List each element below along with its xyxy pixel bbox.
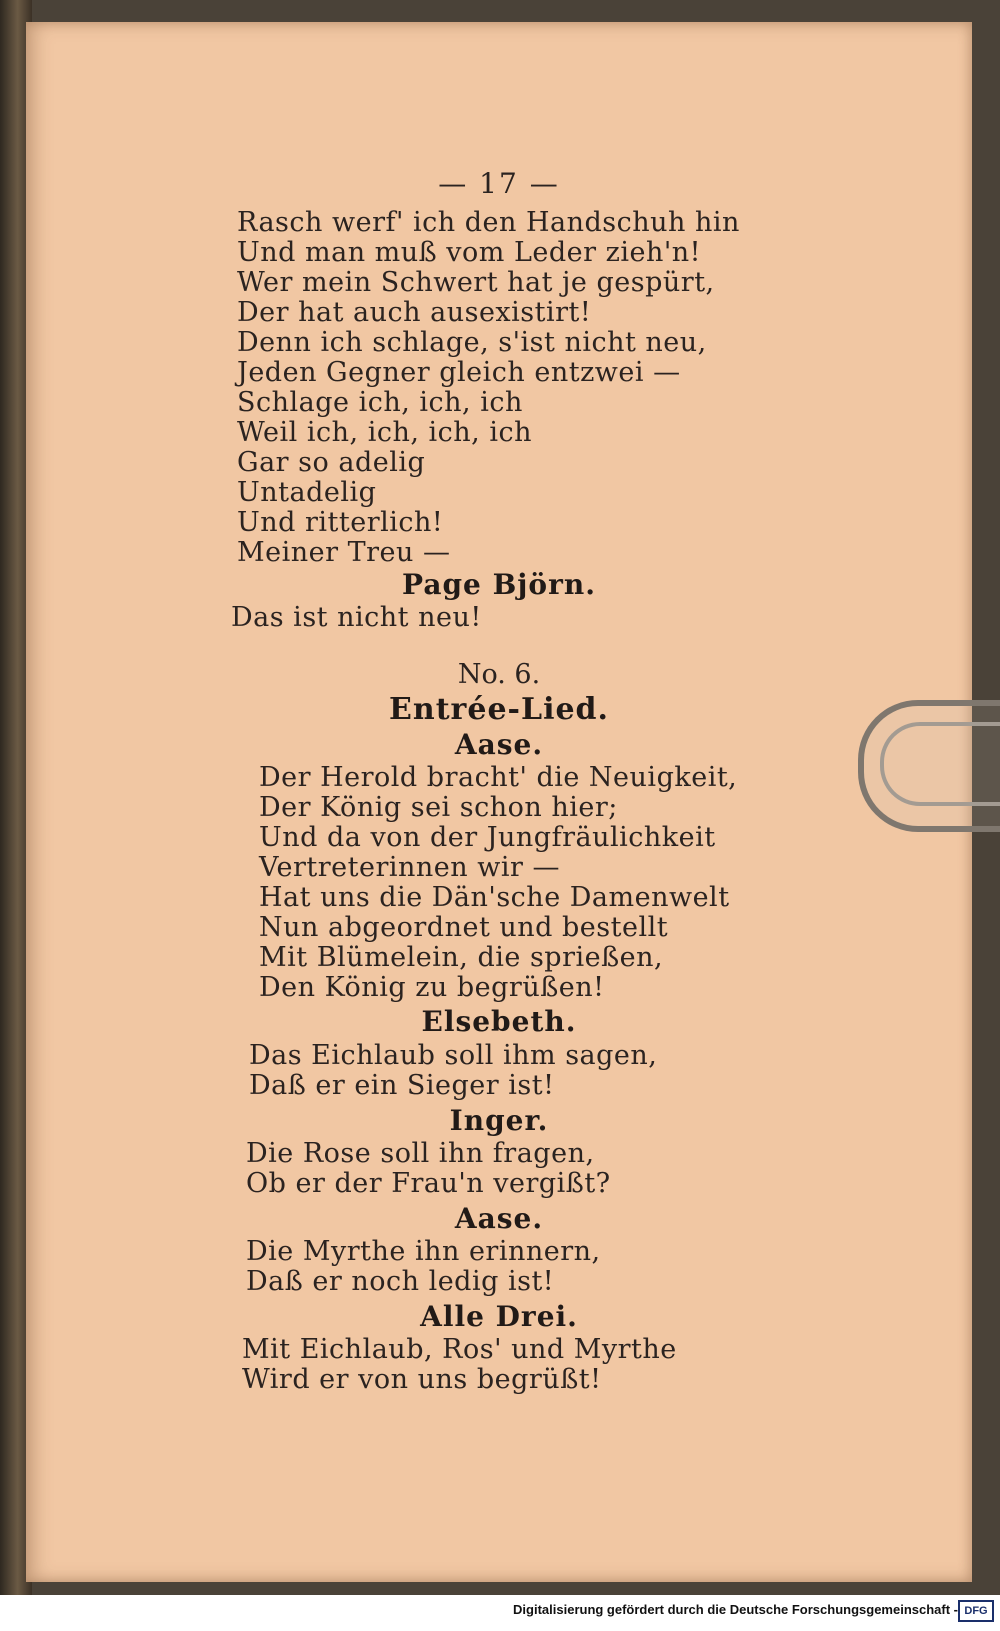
- verse-line: Das Eichlaub soll ihm sagen,: [249, 1040, 658, 1071]
- footer-credit: Digitalisierung gefördert durch die Deutsche Forschungsgemeinschaft -: [513, 1602, 958, 1617]
- verse-line: Und da von der Jungfräulichkeit: [259, 822, 716, 853]
- verse-line: Die Rose soll ihn fragen,: [246, 1138, 595, 1169]
- speaker-name: Elsebeth.: [421, 1005, 577, 1038]
- verse-line: Mit Eichlaub, Ros' und Myrthe: [242, 1334, 677, 1365]
- speaker-name: Alle Drei.: [420, 1300, 578, 1333]
- speaker-name: Inger.: [449, 1104, 549, 1137]
- verse-line: Und man muß vom Leder zieh'n!: [237, 237, 702, 268]
- song-number: No. 6.: [457, 659, 541, 690]
- verse-line: Wird er von uns begrüßt!: [242, 1364, 602, 1395]
- verse-line: Daß er noch ledig ist!: [246, 1266, 555, 1297]
- verse-line: Denn ich schlage, s'ist nicht neu,: [237, 327, 707, 358]
- verse-line: Vertreterinnen wir —: [259, 852, 560, 883]
- speaker-name: Aase.: [454, 1202, 544, 1235]
- verse-line: Rasch werf' ich den Handschuh hin: [237, 207, 740, 238]
- verse-line: Den König zu begrüßen!: [259, 972, 605, 1003]
- page-number: — 17 —: [438, 167, 560, 200]
- verse-line: Wer mein Schwert hat je gespürt,: [237, 267, 715, 298]
- verse-line: Hat uns die Dän'sche Damenwelt: [259, 882, 730, 913]
- verse-line: Und ritterlich!: [237, 507, 444, 538]
- verse-line: Mit Blümelein, die sprießen,: [259, 942, 664, 973]
- dfg-logo: DFG: [958, 1600, 994, 1622]
- speaker-name: Page Björn.: [402, 568, 596, 601]
- verse-line: Nun abgeordnet und bestellt: [259, 912, 669, 943]
- paper-clip-inner: [880, 722, 1000, 806]
- verse-line: Meiner Treu —: [237, 537, 451, 568]
- song-title: Entrée-Lied.: [389, 692, 609, 727]
- verse-line: Untadelig: [237, 477, 377, 508]
- verse-line: Schlage ich, ich, ich: [237, 387, 523, 418]
- speaker-name: Aase.: [454, 728, 544, 761]
- verse-line: Der hat auch ausexistirt!: [237, 297, 592, 328]
- footer: [0, 1598, 1000, 1631]
- book-page: [26, 22, 972, 1582]
- verse-line: Der König sei schon hier;: [259, 792, 618, 823]
- verse-line: Die Myrthe ihn erinnern,: [246, 1236, 601, 1267]
- verse-line: Jeden Gegner gleich entzwei —: [237, 357, 681, 388]
- verse-line: Das ist nicht neu!: [231, 602, 482, 633]
- verse-line: Weil ich, ich, ich, ich: [237, 417, 532, 448]
- verse-line: Ob er der Frau'n vergißt?: [246, 1168, 611, 1199]
- verse-line: Der Herold bracht' die Neuigkeit,: [259, 762, 738, 793]
- verse-line: Gar so adelig: [237, 447, 426, 478]
- verse-line: Daß er ein Sieger ist!: [249, 1070, 555, 1101]
